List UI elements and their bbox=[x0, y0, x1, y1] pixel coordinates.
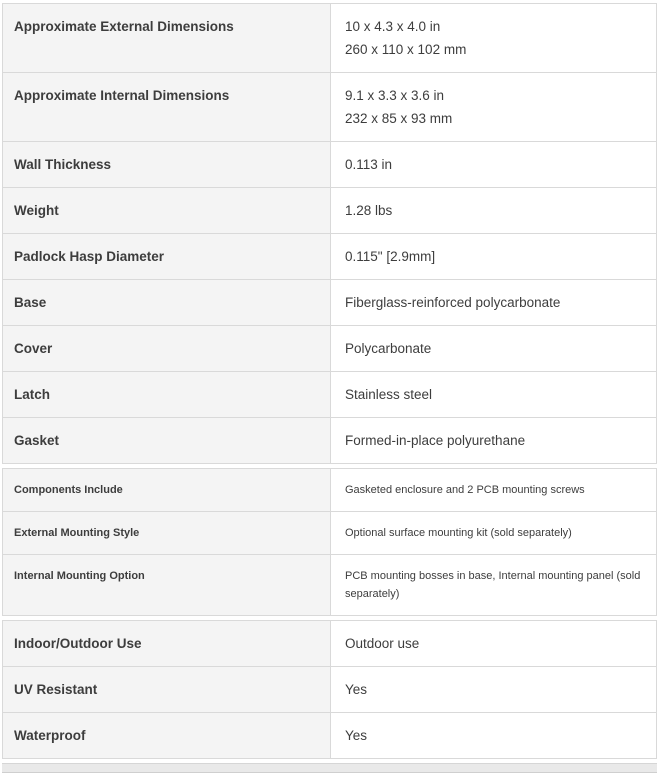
spec-row bbox=[3, 621, 656, 667]
spec-value-line: 0.113 in bbox=[345, 157, 393, 172]
spec-row bbox=[3, 512, 656, 555]
spec-label: Components Include bbox=[3, 469, 331, 511]
spec-value-line: Fiberglass-reinforced polycarbonate bbox=[345, 295, 561, 310]
spec-value bbox=[331, 4, 656, 72]
spec-row bbox=[3, 418, 656, 464]
spec-label: Weight bbox=[3, 188, 331, 233]
spec-label: Padlock Hasp Diameter bbox=[3, 234, 331, 279]
spec-value-line: Yes bbox=[345, 728, 368, 743]
spec-label: Base bbox=[3, 280, 331, 325]
spec-row bbox=[3, 326, 656, 372]
spec-value bbox=[331, 512, 656, 554]
spec-row bbox=[3, 469, 656, 512]
spec-value bbox=[331, 621, 656, 666]
spec-value bbox=[331, 188, 656, 233]
spec-label: Waterproof bbox=[3, 713, 331, 758]
spec-value-line: Optional surface mounting kit (sold separately) bbox=[345, 527, 572, 539]
spec-value bbox=[331, 234, 656, 279]
spec-value bbox=[331, 667, 656, 712]
spec-label: Indoor/Outdoor Use bbox=[3, 621, 331, 666]
spec-table-mounting bbox=[2, 468, 657, 616]
spec-value-line: 260 x 110 x 102 mm bbox=[345, 42, 467, 57]
spec-value-line: Polycarbonate bbox=[345, 341, 432, 356]
spec-row bbox=[3, 372, 656, 418]
spec-label: Wall Thickness bbox=[3, 142, 331, 187]
spec-value-line: Formed-in-place polyurethane bbox=[345, 433, 526, 448]
spec-label: Latch bbox=[3, 372, 331, 417]
spec-value bbox=[331, 73, 656, 141]
spec-value-line: 10 x 4.3 x 4.0 in bbox=[345, 19, 441, 34]
spec-value bbox=[331, 280, 656, 325]
spec-value bbox=[331, 418, 656, 463]
spec-value-line: Stainless steel bbox=[345, 387, 433, 402]
spec-table-dimensions-materials bbox=[2, 3, 657, 464]
spec-value-line: 232 x 85 x 93 mm bbox=[345, 111, 453, 126]
spec-label: External Mounting Style bbox=[3, 512, 331, 554]
spec-label: Cover bbox=[3, 326, 331, 371]
spec-value-line: Gasketed enclosure and 2 PCB mounting screws bbox=[345, 484, 585, 496]
spec-value bbox=[331, 469, 656, 511]
spec-label: Gasket bbox=[3, 418, 331, 463]
bottom-strip bbox=[2, 763, 657, 773]
spec-row bbox=[3, 234, 656, 280]
spec-value bbox=[331, 713, 656, 758]
spec-row bbox=[3, 555, 656, 616]
spec-label: Approximate Internal Dimensions bbox=[3, 73, 331, 141]
spec-row bbox=[3, 280, 656, 326]
spec-label: Internal Mounting Option bbox=[3, 555, 331, 615]
spec-row bbox=[3, 188, 656, 234]
spec-row bbox=[3, 142, 656, 188]
spec-value-line: Outdoor use bbox=[345, 636, 420, 651]
spec-row bbox=[3, 713, 656, 759]
spec-row bbox=[3, 73, 656, 142]
spec-label: Approximate External Dimensions bbox=[3, 4, 331, 72]
spec-value-line: Yes bbox=[345, 682, 368, 697]
spec-value bbox=[331, 326, 656, 371]
spec-value-line: 0.115" [2.9mm] bbox=[345, 249, 436, 264]
spec-value bbox=[331, 555, 656, 615]
spec-value-line: 9.1 x 3.3 x 3.6 in bbox=[345, 88, 445, 103]
spec-value bbox=[331, 372, 656, 417]
spec-row bbox=[3, 667, 656, 713]
spec-value-line: 1.28 lbs bbox=[345, 203, 393, 218]
spec-value-line: PCB mounting bosses in base, Internal mounting panel (sold separately) bbox=[345, 570, 641, 600]
spec-table-environment bbox=[2, 620, 657, 759]
spec-label: UV Resistant bbox=[3, 667, 331, 712]
spec-row bbox=[3, 4, 656, 73]
spec-value bbox=[331, 142, 656, 187]
